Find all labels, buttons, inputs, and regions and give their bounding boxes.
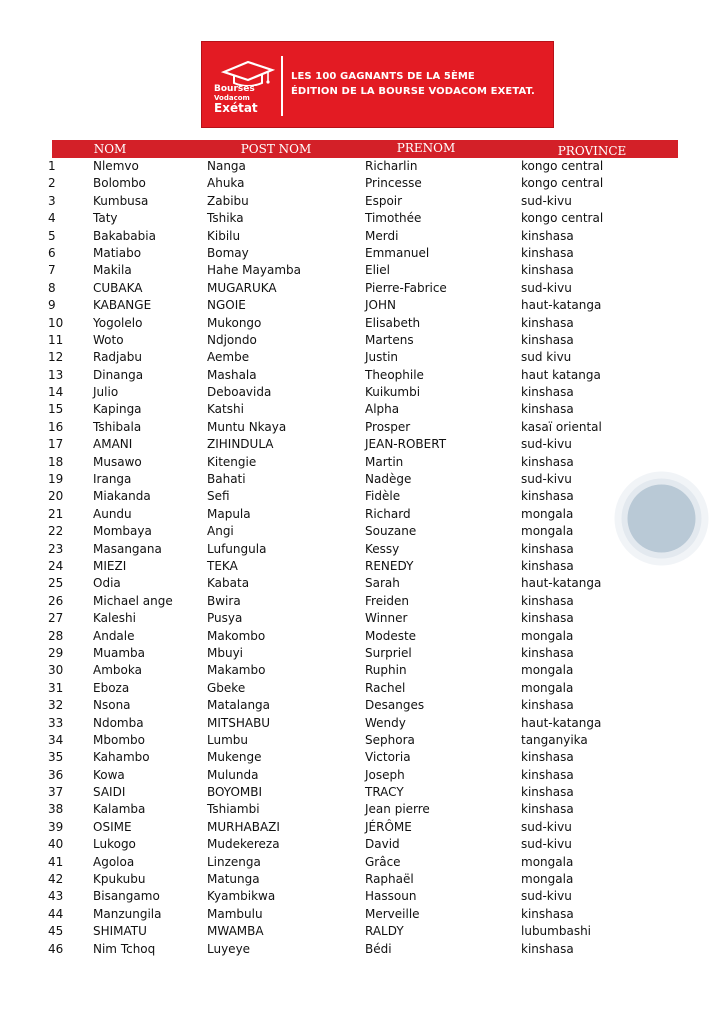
cell-prenom: David	[365, 837, 400, 852]
cell-prenom: Alpha	[365, 402, 400, 417]
row-number: 44	[48, 906, 64, 921]
table-row	[0, 628, 720, 645]
cell-post-nom: Nanga	[207, 159, 246, 173]
cell-nom: Yogolelo	[93, 315, 143, 330]
cell-nom: Matiabo	[93, 245, 142, 260]
header-prenom: PRENOM	[396, 141, 456, 155]
cell-nom: Bakababia	[93, 228, 156, 243]
banner	[201, 41, 554, 128]
cell-province: haut-katanga	[521, 715, 602, 730]
cell-nom: Nlemvo	[93, 159, 139, 173]
cell-prenom: Prosper	[365, 419, 411, 434]
table-row	[0, 436, 720, 453]
cell-nom: Kumbusa	[93, 193, 149, 208]
cell-nom: Mbombo	[93, 732, 145, 747]
cell-prenom: Raphaël	[365, 872, 414, 887]
cell-post-nom: Mashala	[207, 367, 257, 382]
table-row	[0, 297, 720, 314]
row-number: 16	[48, 419, 64, 434]
header-province: PROVINCE	[557, 144, 627, 158]
cell-post-nom: Pusya	[207, 611, 243, 626]
cell-post-nom: MURHABAZI	[207, 819, 280, 834]
cell-nom: Aundu	[93, 506, 132, 521]
cell-nom: Manzungila	[93, 906, 162, 921]
bourses-vodacom-exetat-logo	[210, 54, 280, 122]
row-number: 14	[48, 385, 64, 400]
cell-province: sud-kivu	[521, 193, 572, 208]
header-nom: NOM	[93, 142, 127, 156]
cell-province: lubumbashi	[521, 924, 592, 939]
cell-province: sud-kivu	[521, 837, 572, 852]
cell-prenom: Emmanuel	[365, 245, 430, 260]
cell-prenom: Wendy	[365, 715, 406, 730]
row-number: 19	[48, 472, 64, 487]
cell-nom: Taty	[93, 211, 118, 226]
cell-province: sud-kivu	[521, 472, 572, 487]
cell-post-nom: Deboavida	[207, 385, 272, 400]
cell-province: kinshasa	[521, 785, 574, 800]
cell-nom: Masangana	[93, 541, 162, 556]
cell-province: kinshasa	[521, 489, 574, 504]
cell-province: kinshasa	[521, 385, 574, 400]
banner-divider	[281, 56, 283, 116]
cell-province: kongo central	[521, 211, 604, 226]
cell-post-nom: Matunga	[207, 872, 260, 887]
row-number: 7	[48, 263, 56, 278]
table-row	[0, 558, 720, 575]
row-number: 34	[48, 732, 64, 747]
table-row	[0, 680, 720, 697]
row-number: 18	[48, 454, 64, 469]
cell-prenom: Richarlin	[365, 159, 418, 173]
cell-prenom: Modeste	[365, 628, 417, 643]
table-row	[0, 471, 720, 488]
cell-province: kinshasa	[521, 767, 574, 782]
cell-prenom: Fidèle	[365, 489, 401, 504]
cell-province: haut-katanga	[521, 298, 602, 313]
cell-province: kasaï oriental	[521, 419, 602, 434]
cell-prenom: Hassoun	[365, 889, 417, 904]
cell-nom: Iranga	[93, 472, 132, 487]
table-row	[0, 888, 720, 905]
cell-post-nom: Bomay	[207, 245, 249, 260]
cell-nom: Andale	[93, 628, 135, 643]
table-row	[0, 541, 720, 558]
table-row	[0, 854, 720, 871]
cell-prenom: JÉRÔME	[365, 819, 412, 834]
table-row	[0, 245, 720, 262]
cell-province: sud-kivu	[521, 280, 572, 295]
cell-post-nom: Matalanga	[207, 698, 271, 713]
cell-province: kinshasa	[521, 402, 574, 417]
cell-prenom: Martin	[365, 454, 404, 469]
cell-prenom: Merdi	[365, 228, 399, 243]
row-number: 45	[48, 924, 64, 939]
cell-post-nom: MITSHABU	[207, 715, 271, 730]
cell-province: kinshasa	[521, 941, 574, 956]
table-row	[0, 610, 720, 627]
cell-post-nom: NGOIE	[207, 298, 246, 313]
cell-prenom: Sarah	[365, 576, 400, 591]
cell-post-nom: Angi	[207, 524, 234, 539]
cell-province: kinshasa	[521, 611, 574, 626]
cell-post-nom: Mulunda	[207, 767, 259, 782]
row-number: 24	[48, 558, 64, 573]
cell-province: mongala	[521, 506, 574, 521]
table-row	[0, 210, 720, 227]
row-number: 17	[48, 437, 64, 452]
cell-nom: Woto	[93, 332, 124, 347]
cell-prenom: Surpriel	[365, 645, 412, 660]
cell-prenom: Souzane	[365, 524, 417, 539]
logo-text-vodacom: Vodacom	[214, 94, 250, 102]
table-row	[0, 575, 720, 592]
cell-province: mongala	[521, 854, 574, 869]
cell-post-nom: Kyambikwa	[207, 889, 276, 904]
cell-nom: SAIDI	[93, 785, 126, 800]
cell-nom: Amboka	[93, 663, 142, 678]
cell-nom: SHIMATU	[93, 924, 147, 939]
cell-post-nom: Kabata	[207, 576, 250, 591]
row-number: 4	[48, 211, 56, 226]
cell-province: kinshasa	[521, 315, 574, 330]
row-number: 29	[48, 645, 64, 660]
winners-table	[0, 158, 720, 958]
cell-province: kinshasa	[521, 906, 574, 921]
cell-prenom: Victoria	[365, 750, 411, 765]
cell-post-nom: Muntu Nkaya	[207, 419, 287, 434]
table-row	[0, 315, 720, 332]
cell-nom: Kahambo	[93, 750, 150, 765]
cell-nom: Kaleshi	[93, 611, 136, 626]
cell-nom: Odia	[93, 576, 121, 591]
cell-prenom: Martens	[365, 332, 414, 347]
cell-prenom: Nadège	[365, 472, 412, 487]
logo-text-bourses: Bourses	[214, 84, 255, 94]
cell-post-nom: Mukenge	[207, 750, 262, 765]
cell-nom: Kowa	[93, 767, 125, 782]
cell-prenom: Theophile	[365, 367, 424, 382]
cell-province: kinshasa	[521, 228, 574, 243]
table-row	[0, 193, 720, 210]
row-number: 13	[48, 367, 64, 382]
cell-prenom: RENEDY	[365, 558, 414, 573]
cell-province: mongala	[521, 872, 574, 887]
logo-text-exetat: Exétat	[214, 101, 258, 115]
table-row	[0, 175, 720, 192]
cell-province: kinshasa	[521, 750, 574, 765]
cell-post-nom: Mbuyi	[207, 645, 244, 660]
row-number: 9	[48, 298, 56, 313]
cell-nom: Nim Tchoq	[93, 941, 156, 956]
row-number: 23	[48, 541, 64, 556]
table-row	[0, 280, 720, 297]
cell-province: kinshasa	[521, 558, 574, 573]
row-number: 8	[48, 280, 56, 295]
cell-prenom: Espoir	[365, 193, 403, 208]
table-row	[0, 349, 720, 366]
cell-post-nom: Katshi	[207, 402, 244, 417]
table-row	[0, 715, 720, 732]
row-number: 3	[48, 193, 56, 208]
cell-prenom: Grâce	[365, 854, 401, 869]
row-number: 10	[48, 315, 64, 330]
cell-prenom: Freiden	[365, 593, 410, 608]
table-row	[0, 506, 720, 523]
table-row	[0, 384, 720, 401]
banner-title-line-1: LES 100 GAGNANTS DE LA 5ÈME	[291, 71, 475, 82]
table-row	[0, 906, 720, 923]
cell-prenom: Ruphin	[365, 663, 407, 678]
cell-prenom: Kuikumbi	[365, 385, 421, 400]
cell-province: sud kivu	[521, 350, 572, 365]
row-number: 36	[48, 767, 64, 782]
cell-nom: Kalamba	[93, 802, 146, 817]
row-number: 12	[48, 350, 64, 365]
cell-province: sud-kivu	[521, 819, 572, 834]
cell-province: kinshasa	[521, 645, 574, 660]
table-row	[0, 593, 720, 610]
row-number: 46	[48, 941, 64, 956]
row-number: 11	[48, 332, 64, 347]
table-row	[0, 767, 720, 784]
cell-post-nom: Ndjondo	[207, 332, 257, 347]
cell-province: mongala	[521, 663, 574, 678]
cell-province: kinshasa	[521, 245, 574, 260]
cell-province: kinshasa	[521, 332, 574, 347]
cell-nom: Dinanga	[93, 367, 144, 382]
cell-post-nom: Bwira	[207, 593, 241, 608]
row-number: 37	[48, 785, 64, 800]
cell-post-nom: Linzenga	[207, 854, 261, 869]
cell-nom: Radjabu	[93, 350, 142, 365]
cell-post-nom: ZIHINDULA	[207, 437, 274, 452]
table-row	[0, 367, 720, 384]
cell-post-nom: Zabibu	[207, 193, 249, 208]
table-row	[0, 419, 720, 436]
cell-nom: Miakanda	[93, 489, 151, 504]
cell-prenom: Winner	[365, 611, 408, 626]
cell-post-nom: Makambo	[207, 663, 266, 678]
cell-prenom: RALDY	[365, 924, 404, 939]
cell-post-nom: Bahati	[207, 472, 246, 487]
table-row	[0, 871, 720, 888]
cell-province: kinshasa	[521, 541, 574, 556]
table-header	[52, 140, 678, 158]
table-row	[0, 749, 720, 766]
table-row	[0, 332, 720, 349]
cell-nom: Agoloa	[93, 854, 135, 869]
row-number: 27	[48, 611, 64, 626]
row-number: 43	[48, 889, 64, 904]
table-row	[0, 158, 720, 175]
cell-nom: Julio	[93, 385, 119, 400]
cell-nom: Makila	[93, 263, 132, 278]
cell-prenom: Timothée	[365, 211, 422, 226]
cell-prenom: Joseph	[365, 767, 405, 782]
table-row	[0, 662, 720, 679]
cell-post-nom: MWAMBA	[207, 924, 264, 939]
cell-post-nom: Mukongo	[207, 315, 262, 330]
cell-province: sud-kivu	[521, 889, 572, 904]
graduation-cap-icon	[218, 56, 276, 86]
cell-nom: Mombaya	[93, 524, 152, 539]
cell-post-nom: Makombo	[207, 628, 266, 643]
row-number: 25	[48, 576, 64, 591]
banner-title-line-2: ÉDITION DE LA BOURSE VODACOM EXETAT.	[291, 86, 535, 97]
row-number: 22	[48, 524, 64, 539]
cell-province: kinshasa	[521, 593, 574, 608]
row-number: 6	[48, 245, 56, 260]
cell-prenom: Rachel	[365, 680, 406, 695]
cell-post-nom: Hahe Mayamba	[207, 263, 302, 278]
cell-nom: Muamba	[93, 645, 145, 660]
table-row	[0, 801, 720, 818]
row-number: 41	[48, 854, 64, 869]
cell-nom: MIEZI	[93, 558, 127, 573]
row-number: 39	[48, 819, 64, 834]
table-row	[0, 645, 720, 662]
cell-post-nom: MUGARUKA	[207, 280, 277, 295]
row-number: 35	[48, 750, 64, 765]
cell-province: kongo central	[521, 176, 604, 191]
cell-prenom: Elisabeth	[365, 315, 421, 330]
cell-prenom: JEAN-ROBERT	[365, 437, 447, 452]
row-number: 15	[48, 402, 64, 417]
cell-post-nom: Gbeke	[207, 680, 246, 695]
cell-post-nom: Kibilu	[207, 228, 241, 243]
row-number: 1	[48, 159, 56, 173]
cell-prenom: Richard	[365, 506, 411, 521]
row-number: 40	[48, 837, 64, 852]
row-number: 30	[48, 663, 64, 678]
cell-province: kinshasa	[521, 263, 574, 278]
cell-province: mongala	[521, 628, 574, 643]
cell-province: kinshasa	[521, 454, 574, 469]
cell-prenom: Merveille	[365, 906, 420, 921]
row-number: 38	[48, 802, 64, 817]
cell-prenom: TRACY	[365, 785, 404, 800]
cell-post-nom: Lufungula	[207, 541, 267, 556]
cell-post-nom: Lumbu	[207, 732, 248, 747]
row-number: 2	[48, 176, 56, 191]
header-post-nom: POST NOM	[240, 142, 312, 156]
table-row	[0, 228, 720, 245]
row-number: 33	[48, 715, 64, 730]
cell-post-nom: Sefi	[207, 489, 230, 504]
cell-prenom: JOHN	[365, 298, 396, 313]
cell-nom: Lukogo	[93, 837, 136, 852]
cell-province: haut katanga	[521, 367, 601, 382]
cell-nom: AMANI	[93, 437, 133, 452]
cell-prenom: Justin	[365, 350, 399, 365]
cell-nom: CUBAKA	[93, 280, 143, 295]
cell-prenom: Pierre-Fabrice	[365, 280, 447, 295]
cell-post-nom: Kitengie	[207, 454, 257, 469]
cell-nom: Musawo	[93, 454, 142, 469]
cell-nom: Kpukubu	[93, 872, 146, 887]
table-row	[0, 697, 720, 714]
cell-province: sud-kivu	[521, 437, 572, 452]
cell-prenom: Eliel	[365, 263, 390, 278]
row-number: 20	[48, 489, 64, 504]
cell-nom: Bolombo	[93, 176, 146, 191]
cell-post-nom: Tshika	[207, 211, 244, 226]
cell-province: mongala	[521, 680, 574, 695]
cell-prenom: Sephora	[365, 732, 415, 747]
cell-province: kinshasa	[521, 802, 574, 817]
row-number: 32	[48, 698, 64, 713]
row-number: 5	[48, 228, 56, 243]
cell-post-nom: Ahuka	[207, 176, 245, 191]
cell-nom: Ndomba	[93, 715, 144, 730]
cell-post-nom: Tshiambi	[207, 802, 260, 817]
cell-nom: Michael ange	[93, 593, 173, 608]
cell-province: haut-katanga	[521, 576, 602, 591]
cell-nom: OSIME	[93, 819, 132, 834]
table-row	[0, 262, 720, 279]
table-row	[0, 923, 720, 940]
cell-prenom: Kessy	[365, 541, 400, 556]
cell-post-nom: TEKA	[207, 558, 238, 573]
cell-nom: Nsona	[93, 698, 131, 713]
table-row	[0, 819, 720, 836]
cell-province: kongo central	[521, 159, 604, 173]
table-row	[0, 941, 720, 958]
cell-province: kinshasa	[521, 698, 574, 713]
cell-prenom: Jean pierre	[365, 802, 430, 817]
row-number: 21	[48, 506, 64, 521]
table-row	[0, 732, 720, 749]
table-row	[0, 488, 720, 505]
decorative-circle	[614, 471, 709, 566]
table-row	[0, 454, 720, 471]
row-number: 31	[48, 680, 64, 695]
row-number: 42	[48, 872, 64, 887]
cell-prenom: Bédi	[365, 941, 392, 956]
cell-post-nom: BOYOMBI	[207, 785, 263, 800]
cell-nom: Tshibala	[93, 419, 142, 434]
table-row	[0, 784, 720, 801]
cell-post-nom: Aembe	[207, 350, 250, 365]
cell-post-nom: Mapula	[207, 506, 251, 521]
cell-province: tanganyika	[521, 732, 588, 747]
cell-nom: Bisangamo	[93, 889, 160, 904]
table-row	[0, 836, 720, 853]
table-row	[0, 523, 720, 540]
cell-nom: Kapinga	[93, 402, 142, 417]
cell-prenom: Desanges	[365, 698, 425, 713]
row-number: 28	[48, 628, 64, 643]
cell-post-nom: Luyeye	[207, 941, 251, 956]
cell-prenom: Princesse	[365, 176, 422, 191]
cell-post-nom: Mudekereza	[207, 837, 280, 852]
cell-nom: Eboza	[93, 680, 130, 695]
table-row	[0, 401, 720, 418]
cell-nom: KABANGE	[93, 298, 152, 313]
cell-province: mongala	[521, 524, 574, 539]
banner-title	[291, 69, 553, 99]
row-number: 26	[48, 593, 64, 608]
cell-post-nom: Mambulu	[207, 906, 263, 921]
